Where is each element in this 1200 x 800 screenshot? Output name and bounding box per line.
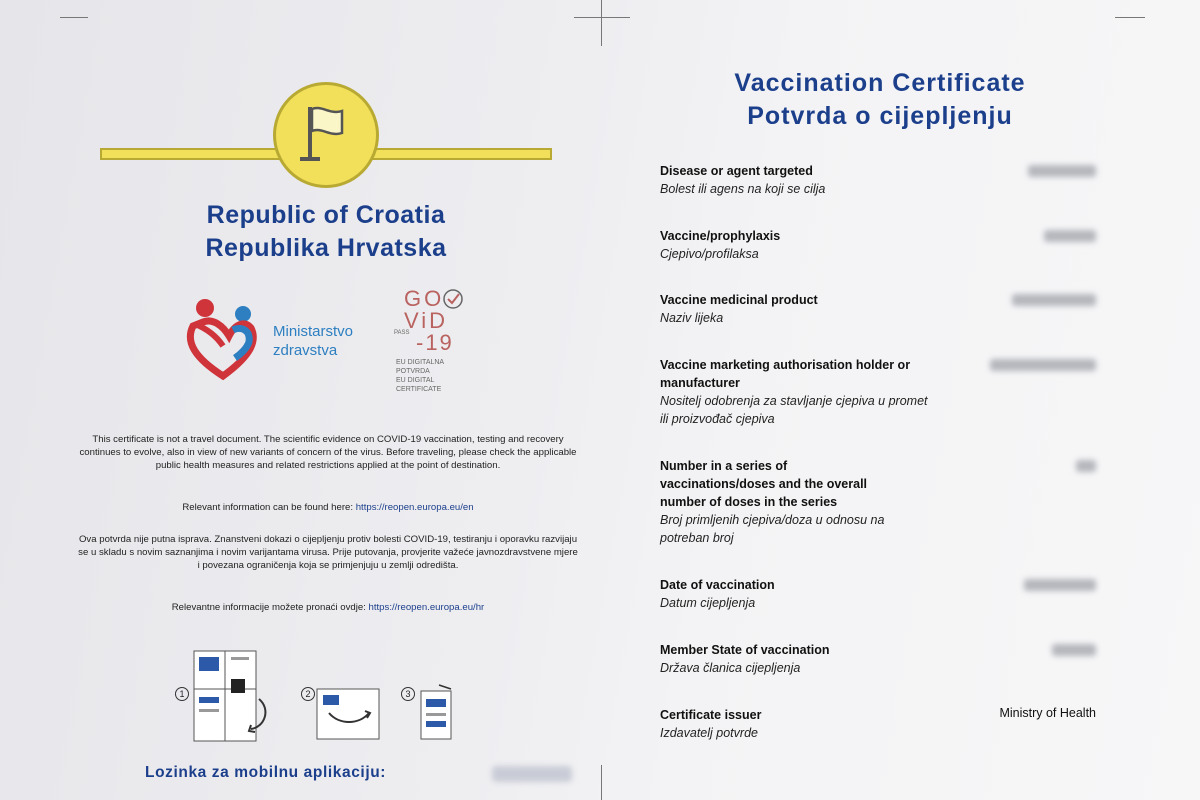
info-en <box>78 502 578 515</box>
field-label-en: Date of vaccination <box>660 578 775 592</box>
certificate-title-en: Vaccination Certificate <box>734 69 1026 97</box>
heart-people-icon <box>185 296 265 382</box>
ministry-logo <box>185 296 385 382</box>
field-value-redacted <box>1012 294 1096 306</box>
reopen-link-hr[interactable]: https://reopen.europa.eu/hr <box>368 602 485 613</box>
country-name-hr: Republika Hrvatska <box>205 234 447 262</box>
covid-logo-caption-line: EU DIGITALNA <box>396 359 445 366</box>
info-en-prefix: Relevant information can be found here: <box>182 502 356 513</box>
app-steps-illustration <box>175 645 475 745</box>
field-medicinal-product <box>660 291 1100 327</box>
covid-logo-caption-line: POTVRDA <box>396 368 430 375</box>
covid-pass-logo <box>394 284 474 408</box>
ministry-name-line1: Ministarstvo <box>273 323 354 340</box>
field-label-en: Member State of vaccination <box>660 643 830 657</box>
field-value-redacted <box>1052 644 1096 656</box>
crop-mark-top-center-v <box>601 0 602 46</box>
crop-mark-bottom-center <box>601 765 602 800</box>
field-vaccine-prophylaxis <box>660 227 1100 263</box>
field-label-en: Vaccine/prophylaxis <box>660 229 781 243</box>
field-label-hr: Nositelj odobrenja za stavljanje cjepiva u promet ili proizvođač cjepiva <box>660 394 928 426</box>
country-name-en: Republic of Croatia <box>206 201 446 229</box>
field-label-hr: Broj primljenih cjepiva/doza u odnosu na potreban broj <box>660 513 885 545</box>
field-value: Ministry of Health <box>999 706 1096 720</box>
field-label-hr: Država članica cijepljenja <box>660 661 801 675</box>
covid-logo-go: GO <box>404 286 445 311</box>
field-label-hr: Bolest ili agens na koji se cilja <box>660 182 826 196</box>
app-password-redacted <box>492 766 572 782</box>
field-certificate-issuer <box>660 706 1100 742</box>
disclaimer-en: This certificate is not a travel document. The scientific evidence on COVID-19 vaccination, testing and recovery continues to evolve, also in view of new variants of concern of the virus. Before traveling, please check the applicable public health measures and related restrictions applied at the point of destination. <box>79 434 577 471</box>
covid-logo-vid: ViD <box>404 308 449 333</box>
flag-emblem <box>273 82 379 188</box>
field-value-redacted <box>1044 230 1096 242</box>
covid-logo-pass: PASS <box>394 330 410 336</box>
reopen-link-en[interactable]: https://reopen.europa.eu/en <box>355 502 474 513</box>
check-circle-icon <box>442 288 464 310</box>
field-member-state <box>660 641 1100 677</box>
field-label-hr: Datum cijepljenja <box>660 596 756 610</box>
step-number: 3 <box>401 687 415 701</box>
covid-logo-caption-line: CERTIFICATE <box>396 386 442 393</box>
certificate-title-hr: Potvrda o cijepljenju <box>747 102 1013 130</box>
field-label-en: Disease or agent targeted <box>660 164 813 178</box>
field-label-hr: Naziv lijeka <box>660 311 724 325</box>
covid-logo-caption-line: EU DIGITAL <box>396 377 435 384</box>
field-dose-number <box>660 457 1100 547</box>
field-label-en: Certificate issuer <box>660 708 762 722</box>
step-number: 1 <box>175 687 189 701</box>
flag-icon <box>298 103 358 167</box>
info-hr-prefix: Relevantne informacije možete pronaći ovdje: <box>171 602 369 613</box>
covid-logo-caption <box>396 358 444 394</box>
phone-done-icon <box>417 683 457 743</box>
field-label-hr: Cjepivo/profilaksa <box>660 247 759 261</box>
ministry-name <box>273 322 353 360</box>
step-number: 2 <box>301 687 315 701</box>
phone-rotate-icon <box>315 685 385 745</box>
ministry-name-line2: zdravstva <box>273 342 338 359</box>
field-value-redacted <box>1076 460 1096 472</box>
app-password-label: Lozinka za mobilnu aplikaciju: <box>145 764 387 781</box>
field-label-en: Vaccine medicinal product <box>660 293 818 307</box>
field-value-redacted <box>990 359 1096 371</box>
field-value-redacted <box>1028 165 1096 177</box>
left-panel <box>60 0 600 800</box>
field-vaccination-date <box>660 576 1100 612</box>
field-label-hr: Izdavatelj potvrde <box>660 726 758 740</box>
field-value-redacted <box>1024 579 1096 591</box>
disclaimer-hr: Ova potvrda nije putna isprava. Znanstveni dokazi o cijepljenju protiv bolesti COVID-19, testiranju i oporavku razvijaju se u skladu s novim saznanjima i novim varijantama virusa. Prije putovanja, provjerite važeće javnozdravstvene mjere i povezana ograničenja koja se primjenjuju u zemlji odredišta. <box>78 534 578 571</box>
info-hr <box>78 602 578 615</box>
field-label-en: Vaccine marketing authorisation holder or manufacturer <box>660 358 911 390</box>
field-disease <box>660 162 1100 198</box>
field-manufacturer <box>660 356 1100 428</box>
crop-mark-top-right <box>1115 17 1145 18</box>
field-label-en: Number in a series of vaccinations/doses and the overall number of doses in the series <box>660 459 868 509</box>
covid-logo-19: -19 <box>416 330 454 355</box>
phone-qr-scan-icon <box>193 649 273 745</box>
